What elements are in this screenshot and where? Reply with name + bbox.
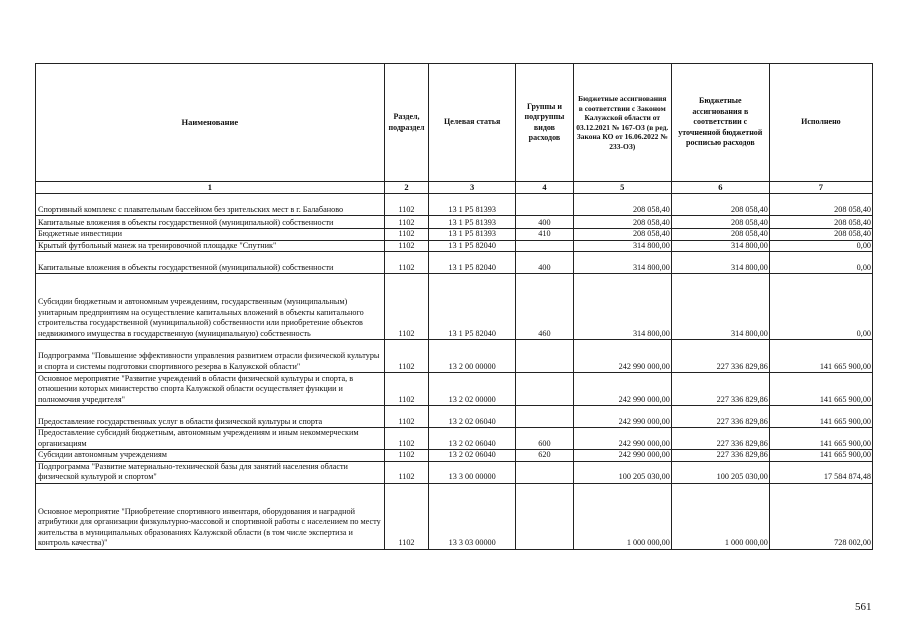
cell-name: Крытый футбольный манеж на тренировочной площадке "Спутник": [36, 240, 385, 252]
cell-target: 13 1 P5 82040: [429, 274, 516, 340]
cell-refined: 208 058,40: [671, 194, 769, 216]
cell-executed: 0,00: [769, 274, 872, 340]
header-groups: Группы и подгруппы видов расходов: [516, 64, 574, 182]
cell-target: 13 2 02 06040: [429, 450, 516, 462]
cell-law: 208 058,40: [573, 229, 671, 241]
cell-executed: 728 002,00: [769, 483, 872, 549]
cell-executed: 141 665 900,00: [769, 406, 872, 428]
table-row: [36, 194, 873, 216]
cell-refined: 227 336 829,86: [671, 450, 769, 462]
cell-name: Капитальные вложения в объекты государственной (муниципальной) собственности: [36, 252, 385, 274]
cell-target: 13 2 00 00000: [429, 340, 516, 373]
cell-section: 1102: [384, 428, 428, 450]
col-number: 6: [671, 182, 769, 194]
cell-law: 242 990 000,00: [573, 373, 671, 406]
cell-refined: 208 058,40: [671, 216, 769, 229]
cell-target: 13 1 P5 81393: [429, 216, 516, 229]
cell-target: 13 1 P5 82040: [429, 252, 516, 274]
table-row: [36, 461, 873, 483]
cell-name: Основное мероприятие "Приобретение спортивного инвентаря, оборудования и наградной атрибутики для организации физкультурно-массовой и спортивной работы с населением по месту жительства в муниципальных образованиях Калужской области (в том числе экспертиза и контроль качества)": [36, 483, 385, 549]
table-row: [36, 229, 873, 241]
cell-section: 1102: [384, 406, 428, 428]
cell-refined: 227 336 829,86: [671, 373, 769, 406]
cell-executed: 0,00: [769, 252, 872, 274]
cell-group: [516, 406, 574, 428]
cell-executed: 141 665 900,00: [769, 340, 872, 373]
page-number: 561: [855, 601, 872, 613]
cell-section: 1102: [384, 240, 428, 252]
cell-section: 1102: [384, 483, 428, 549]
cell-name: Субсидии автономным учреждениям: [36, 450, 385, 462]
cell-target: 13 3 03 00000: [429, 483, 516, 549]
cell-section: 1102: [384, 450, 428, 462]
cell-refined: 314 800,00: [671, 252, 769, 274]
col-number: 3: [429, 182, 516, 194]
cell-target: 13 1 P5 81393: [429, 229, 516, 241]
cell-group: 600: [516, 428, 574, 450]
table-body: [36, 194, 873, 550]
cell-refined: 227 336 829,86: [671, 406, 769, 428]
cell-name: Субсидии бюджетным и автономным учреждениям, государственным (муниципальным) унитарным предприятиям на осуществление капитальных вложений в объекты капитального строительства государственной (муниципальной) собственности или приобретение объектов недвижимого имущества в государственную (муниципальную) собственность: [36, 274, 385, 340]
cell-group: 460: [516, 274, 574, 340]
cell-refined: 314 800,00: [671, 274, 769, 340]
cell-group: [516, 483, 574, 549]
cell-name: Предоставление субсидий бюджетным, автономным учреждениям и иным некоммерческим организациям: [36, 428, 385, 450]
cell-group: [516, 194, 574, 216]
table-row: [36, 240, 873, 252]
cell-law: 314 800,00: [573, 240, 671, 252]
col-number: 2: [384, 182, 428, 194]
cell-name: Предоставление государственных услуг в области физической культуры и спорта: [36, 406, 385, 428]
cell-target: 13 1 P5 82040: [429, 240, 516, 252]
cell-group: [516, 240, 574, 252]
col-number: 7: [769, 182, 872, 194]
budget-table: [35, 63, 873, 550]
cell-name: Капитальные вложения в объекты государственной (муниципальной) собственности: [36, 216, 385, 229]
cell-section: 1102: [384, 373, 428, 406]
cell-executed: 141 665 900,00: [769, 428, 872, 450]
cell-name: Основное мероприятие "Развитие учреждений в области физической культуры и спорта, в отношении которых министерство спорта Калужской области осуществляет функции и полномочия учредителя": [36, 373, 385, 406]
cell-law: 242 990 000,00: [573, 340, 671, 373]
cell-group: 410: [516, 229, 574, 241]
header-executed: Исполнено: [769, 64, 872, 182]
column-numbers-row: [36, 182, 873, 194]
table-row: [36, 252, 873, 274]
cell-group: [516, 373, 574, 406]
cell-target: 13 2 02 00000: [429, 373, 516, 406]
cell-law: 314 800,00: [573, 252, 671, 274]
table-row: [36, 216, 873, 229]
cell-group: 400: [516, 252, 574, 274]
table-row: [36, 373, 873, 406]
cell-section: 1102: [384, 274, 428, 340]
cell-law: 208 058,40: [573, 194, 671, 216]
header-law: Бюджетные ассигнования в соответствии с Законом Калужской области от 03.12.2021 № 167-ОЗ (в ред. Закона КО от 16.06.2022 № 233-ОЗ): [573, 64, 671, 182]
col-number: 1: [36, 182, 385, 194]
cell-name: Бюджетные инвестиции: [36, 229, 385, 241]
table-row: [36, 274, 873, 340]
cell-name: Подпрограмма "Развитие материально-технической базы для занятий населения области физической культурой и спортом": [36, 461, 385, 483]
cell-target: 13 2 02 06040: [429, 406, 516, 428]
cell-section: 1102: [384, 252, 428, 274]
table-row: [36, 340, 873, 373]
cell-section: 1102: [384, 194, 428, 216]
header-name: Наименование: [36, 64, 385, 182]
cell-section: 1102: [384, 229, 428, 241]
cell-target: 13 1 P5 81393: [429, 194, 516, 216]
table-row: [36, 450, 873, 462]
cell-section: 1102: [384, 216, 428, 229]
cell-refined: 227 336 829,86: [671, 340, 769, 373]
cell-law: 242 990 000,00: [573, 406, 671, 428]
cell-law: 242 990 000,00: [573, 450, 671, 462]
cell-executed: 141 665 900,00: [769, 373, 872, 406]
cell-executed: 141 665 900,00: [769, 450, 872, 462]
cell-executed: 208 058,40: [769, 216, 872, 229]
table-row: [36, 483, 873, 549]
cell-name: Подпрограмма "Повышение эффективности управления развитием отрасли физической культуры и спорта и системы подготовки спортивного резерва в Калужской области": [36, 340, 385, 373]
cell-executed: 208 058,40: [769, 194, 872, 216]
cell-law: 242 990 000,00: [573, 428, 671, 450]
cell-target: 13 2 02 06040: [429, 428, 516, 450]
header-row: [36, 64, 873, 182]
cell-law: 1 000 000,00: [573, 483, 671, 549]
cell-executed: 208 058,40: [769, 229, 872, 241]
cell-group: [516, 340, 574, 373]
col-number: 4: [516, 182, 574, 194]
cell-refined: 227 336 829,86: [671, 428, 769, 450]
cell-law: 100 205 030,00: [573, 461, 671, 483]
cell-executed: 0,00: [769, 240, 872, 252]
cell-law: 314 800,00: [573, 274, 671, 340]
cell-section: 1102: [384, 340, 428, 373]
cell-group: [516, 461, 574, 483]
header-target: Целевая статья: [429, 64, 516, 182]
cell-refined: 100 205 030,00: [671, 461, 769, 483]
cell-target: 13 3 00 00000: [429, 461, 516, 483]
header-section: Раздел, подраздел: [384, 64, 428, 182]
cell-refined: 314 800,00: [671, 240, 769, 252]
header-refined: Бюджетные ассигнования в соответствии с уточненной бюджетной росписью расходов: [671, 64, 769, 182]
cell-refined: 208 058,40: [671, 229, 769, 241]
table-row: [36, 428, 873, 450]
cell-refined: 1 000 000,00: [671, 483, 769, 549]
cell-executed: 17 584 874,48: [769, 461, 872, 483]
cell-section: 1102: [384, 461, 428, 483]
cell-name: Спортивный комплекс с плавательным бассейном без зрительских мест в г. Балабаново: [36, 194, 385, 216]
col-number: 5: [573, 182, 671, 194]
cell-group: 620: [516, 450, 574, 462]
cell-law: 208 058,40: [573, 216, 671, 229]
table-row: [36, 406, 873, 428]
cell-group: 400: [516, 216, 574, 229]
